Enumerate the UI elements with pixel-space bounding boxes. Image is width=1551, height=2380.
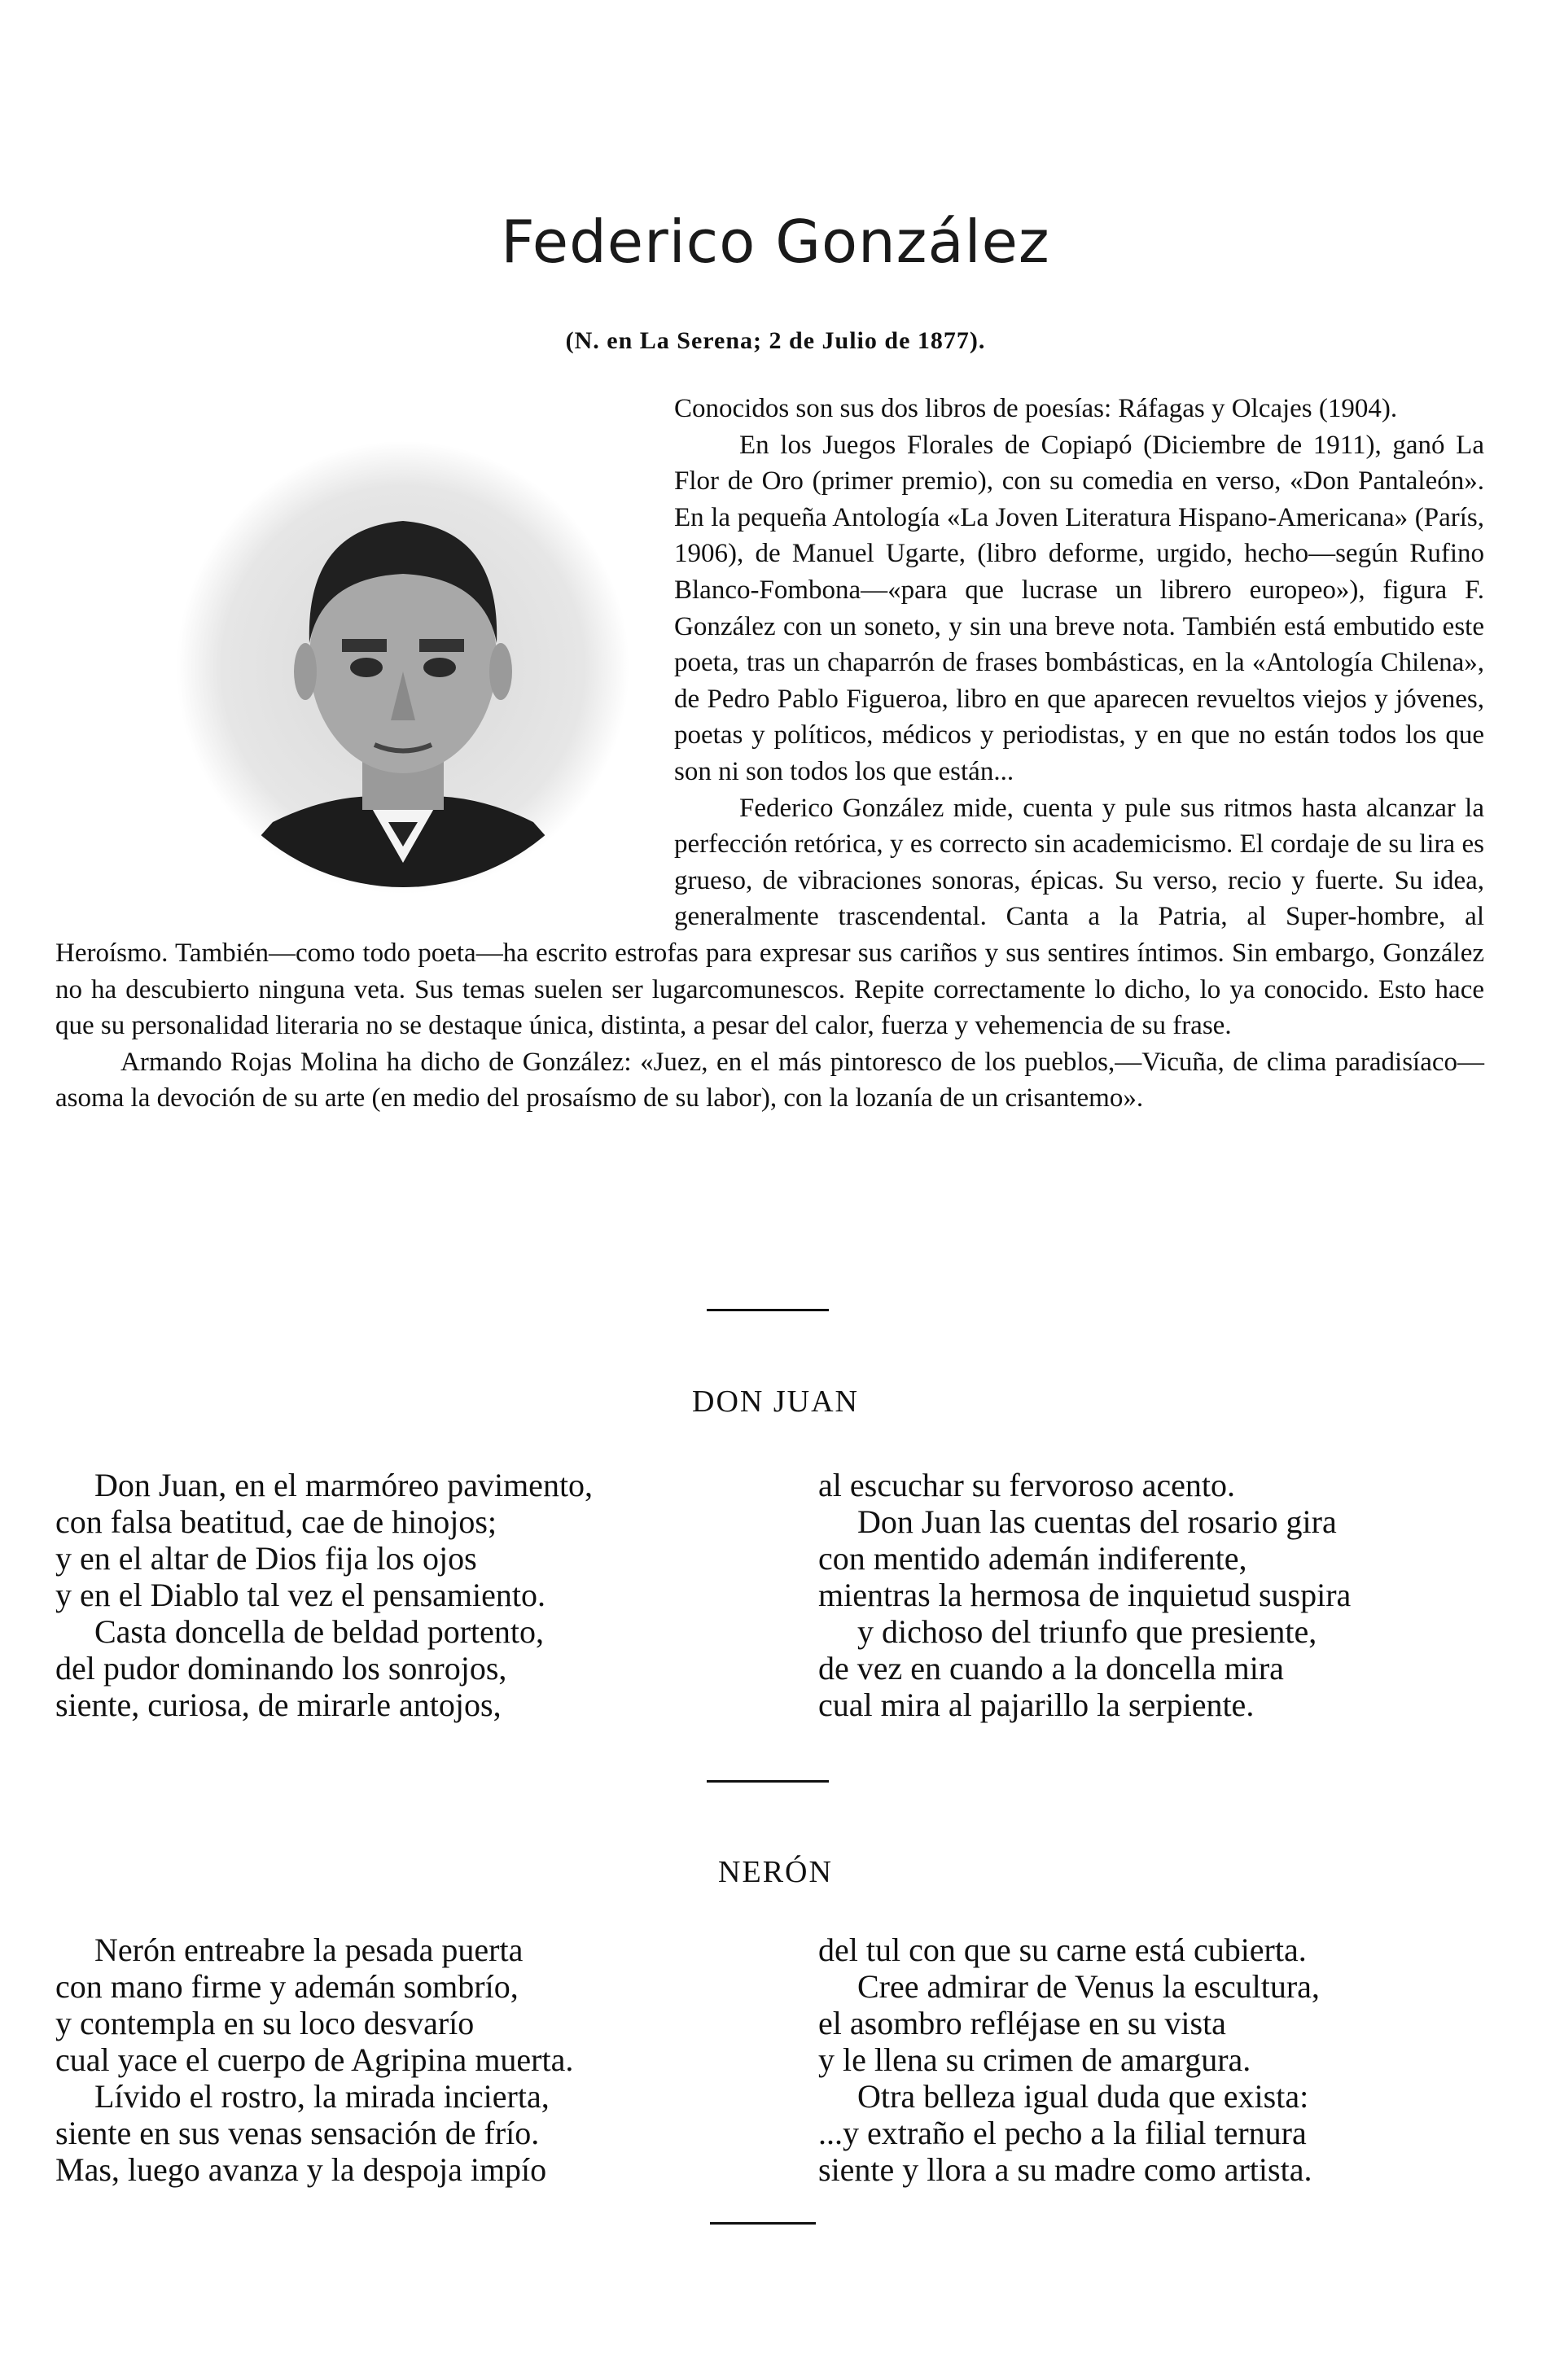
verse-line: Cree admirar de Venus la escultura, (857, 1968, 1320, 2005)
verse-line: siente, curiosa, de mirarle antojos, (55, 1687, 502, 1723)
verse-line: y contempla en su loco desvarío (55, 2005, 475, 2041)
verse-line: mientras la hermosa de inquietud suspira (818, 1577, 1352, 1613)
verse-line: del pudor dominando los sonrojos, (55, 1650, 507, 1687)
birth-info: (N. en La Serena; 2 de Julio de 1877). (565, 327, 986, 354)
verse-line: y en el Diablo tal vez el pensamiento. (55, 1577, 546, 1613)
verse-line: del tul con que su carne está cubierta. (818, 1932, 1307, 1968)
verse-line: Don Juan, en el marmóreo pavimento, (94, 1467, 594, 1503)
verse-line: Otra belleza igual duda que exista: (857, 2078, 1309, 2115)
bio-paragraph: En los Juegos Florales de Copiapó (Diciembre de 1911), ganó La Flor de Oro (primer premio), con su comedia en verso, «Don Pantaleón». En la pequeña Antología «La Joven Literatura Hispano-Americana» (París, 1906), de Manuel Ugarte, (libro deforme, urgido, hecho—según Rufino Blanco-Fombona—«para que lucrase un librero europeo»), figura F. González con un soneto, y sin una breve nota. También está embutido este poeta, tras un chaparrón de frases bombásticas, en la «Antología Chilena», de Pedro Pablo Figueroa, libro en que aparecen revueltos viejos y jóvenes, poetas y políticos, médicos y periodistas, y en que no están todos los que son ni son todos los que están... (674, 430, 1484, 786)
verse-line: ...y extraño el pecho a la filial ternura (818, 2115, 1307, 2151)
biography (55, 391, 1484, 1117)
poem-title-don-juan: DON JUAN (692, 1385, 859, 1419)
section-divider (707, 1309, 829, 1311)
verse-line: al escuchar su fervoroso acento. (818, 1467, 1235, 1503)
verse-line: de vez en cuando a la doncella mira (818, 1650, 1284, 1687)
poem-don-juan-right (818, 1467, 1351, 1723)
verse-line: siente y llora a su madre como artista. (818, 2151, 1312, 2188)
page-title: Federico González (501, 208, 1050, 276)
verse-line: y le llena su crimen de amargura. (818, 2041, 1251, 2078)
verse-line: con mano firme y ademán sombrío, (55, 1968, 519, 2005)
verse-line: Lívido el rostro, la mirada incierta, (94, 2078, 550, 2115)
section-divider (707, 1780, 829, 1783)
section-divider (710, 2222, 816, 2225)
verse-line: Don Juan las cuentas del rosario gira (857, 1503, 1337, 1540)
poem-neron-left (55, 1932, 573, 2188)
verse-line: y en el altar de Dios fija los ojos (55, 1540, 477, 1577)
verse-line: Casta doncella de beldad portento, (94, 1613, 545, 1650)
verse-line: el asombro refléjase en su vista (818, 2005, 1226, 2041)
verse-line: cual mira al pajarillo la serpiente. (818, 1687, 1255, 1723)
verse-line: y dichoso del triunfo que presiente, (857, 1613, 1317, 1650)
verse-line: con falsa beatitud, cae de hinojos; (55, 1503, 497, 1540)
verse-line: Nerón entreabre la pesada puerta (94, 1932, 524, 1968)
bio-paragraph: Armando Rojas Molina ha dicho de González: «Juez, en el más pintoresco de los pueblos,—Vicuña, de clima paradisíaco—asoma la devoción de su arte (en medio del prosaísmo de su labor), con la lozanía de un crisantemo». (55, 1047, 1484, 1113)
verse-line: con mentido ademán indiferente, (818, 1540, 1247, 1577)
poem-don-juan-left (55, 1467, 593, 1723)
verse-line: siente en sus venas sensación de frío. (55, 2115, 540, 2151)
poem-title-neron: NERÓN (718, 1855, 833, 1889)
verse-line: Mas, luego avanza y la despoja impío (55, 2151, 547, 2188)
bio-paragraph: Conocidos son sus dos libros de poesías: Ráfagas y Olcajes (1904). (674, 394, 1398, 423)
verse-line: cual yace el cuerpo de Agripina muerta. (55, 2041, 574, 2078)
bio-paragraph: Federico González mide, cuenta y pule sus ritmos hasta alcanzar la perfección retórica, y es correcto sin academicismo. El cordaje de su lira es grueso, de vibraciones sonoras, épicas. Su verso, recio y fuerte. Su idea, generalmente trascendental. Canta a la Patria, al Super-hombre, al Heroísmo. También—como todo poeta—ha escrito estrofas para expresar sus cariños y sus sentires íntimos. Sin embargo, González no ha descubierto ninguna veta. Sus temas suelen ser lugarcomunescos. Repite correctamente lo dicho, lo ya conocido. Esto hace que su personalidad literaria no se destaque única, distinta, a pesar del calor, fuerza y vehemencia de su frase. (55, 793, 1484, 1041)
portrait-spacer (55, 391, 674, 912)
poem-neron-right (818, 1932, 1320, 2188)
